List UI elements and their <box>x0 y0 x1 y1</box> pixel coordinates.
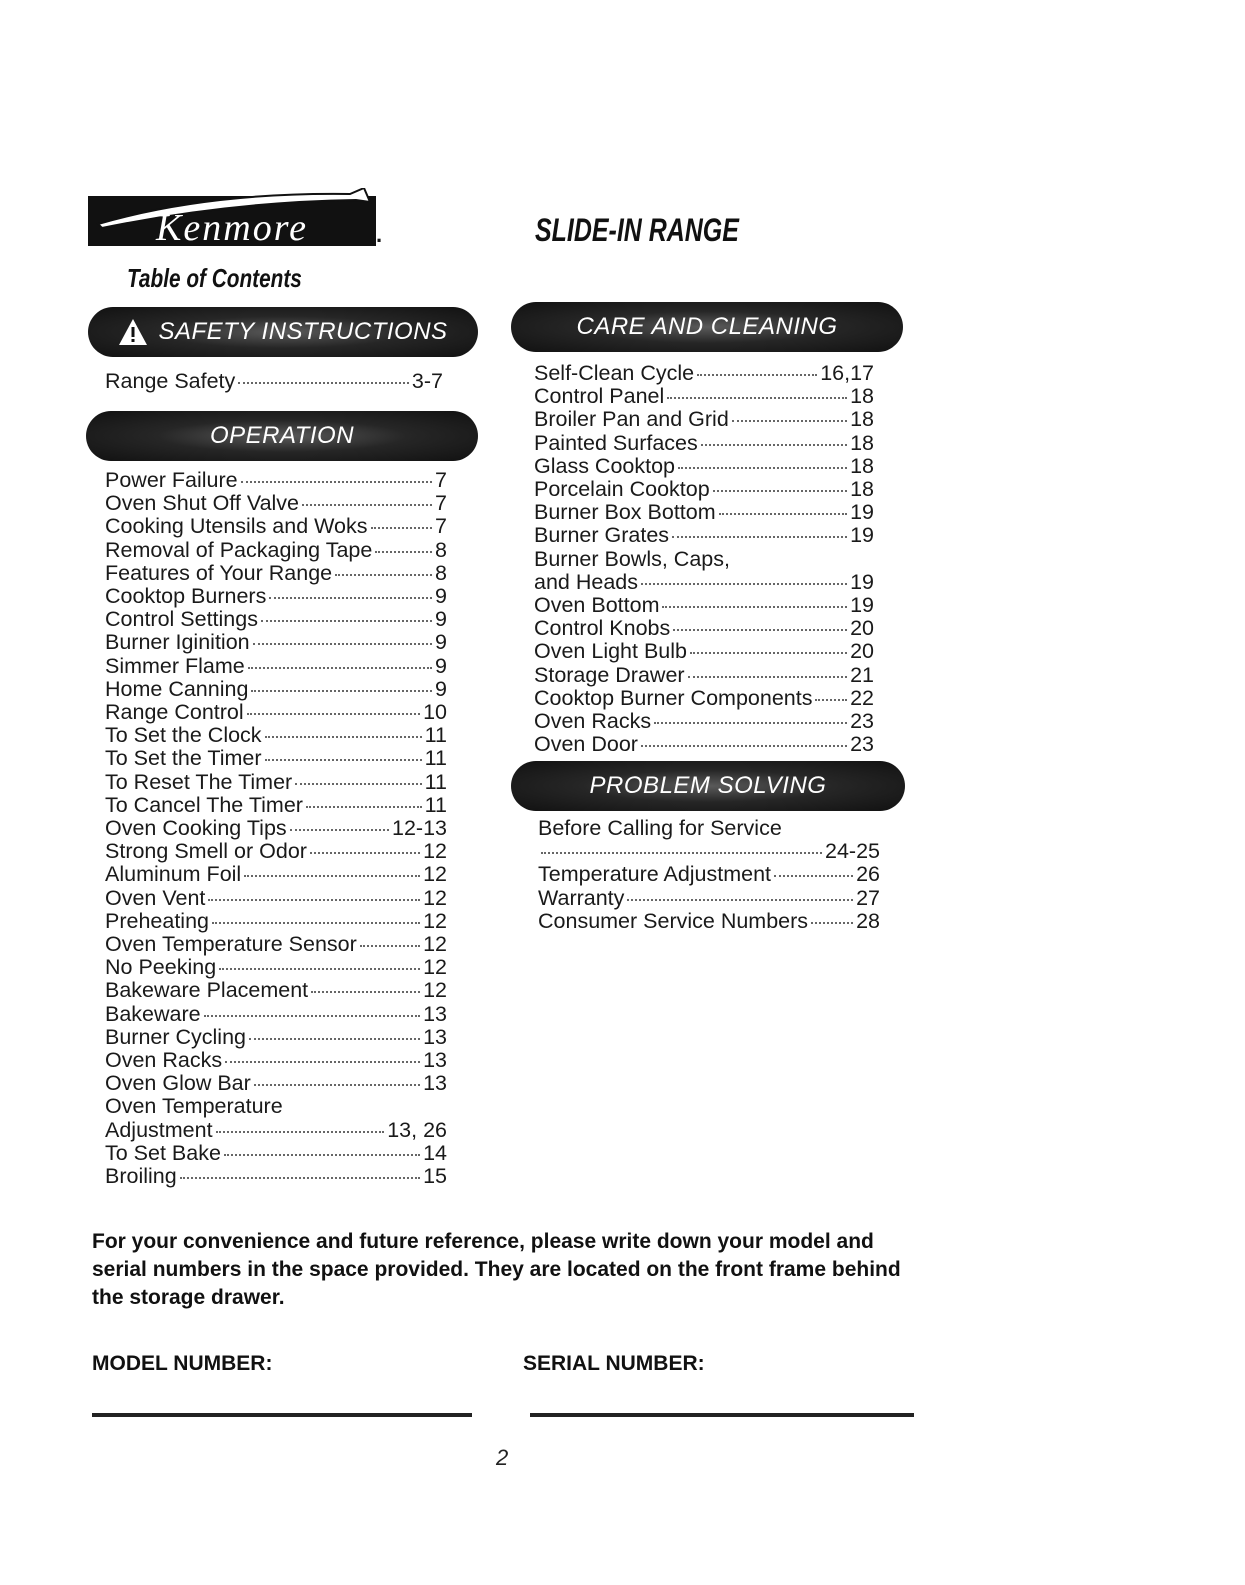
toc-entry-title: Removal of Packaging Tape <box>105 537 373 562</box>
toc-leader-dots <box>673 629 847 631</box>
toc-entry-title: Oven Door <box>534 732 638 757</box>
toc-entry-page: 12 <box>423 932 447 957</box>
toc-leader-dots <box>225 1061 420 1063</box>
page-number: 2 <box>496 1445 509 1470</box>
toc-entry-title: Temperature Adjustment <box>538 862 772 887</box>
toc-entry-page: 19 <box>850 523 874 548</box>
toc-entry-title: Consumer Service Numbers <box>538 908 809 933</box>
toc-entry <box>105 910 447 933</box>
toc-entry <box>534 571 874 594</box>
toc-entry-title: Before Calling for Service <box>538 816 782 840</box>
toc-leader-dots <box>241 481 432 483</box>
toc-leader-dots <box>311 991 420 993</box>
toc-leader-dots <box>360 945 420 947</box>
toc-entry-title: To Set the Clock <box>105 723 262 748</box>
serial-number-label: SERIAL NUMBER: <box>523 1352 705 1375</box>
toc-entry <box>534 501 874 524</box>
toc-entry-title: Cooking Utensils and Woks <box>105 514 368 539</box>
toc-leader-dots <box>641 583 847 585</box>
toc-entry-title: Features of Your Range <box>105 560 333 585</box>
toc-entry-title: Painted Surfaces <box>534 430 698 455</box>
toc-entry-title: To Set Bake <box>105 1140 221 1165</box>
toc-entry-title: Burner Iginition <box>105 630 250 655</box>
toc-leader-dots <box>247 713 420 715</box>
toc-entry-title: Oven Light Bulb <box>534 639 687 664</box>
toc-entry-title: Oven Bottom <box>534 593 660 618</box>
toc-entry-title: Aluminum Foil <box>105 862 242 887</box>
toc-entry <box>538 863 880 886</box>
toc-entry <box>105 370 443 393</box>
toc-leader-dots <box>204 1015 420 1017</box>
toc-entry <box>105 608 447 631</box>
toc-entry-page: 11 <box>424 746 447 771</box>
footnote: For your convenience and future reference, please write down your model and serial numbers in the space provided. They are located on the front frame behind the storage drawer. <box>92 1230 901 1309</box>
toc-leader-dots <box>697 374 817 376</box>
toc-entry-page: 20 <box>850 616 874 641</box>
toc-entry-page: 13, 26 <box>387 1117 447 1142</box>
toc-entry-page: 28 <box>856 908 880 933</box>
problem-toc <box>538 817 880 933</box>
toc-entry-title: Power Failure <box>105 468 238 492</box>
toc-entry-page: 18 <box>850 430 874 455</box>
toc-entry-title: Warranty <box>538 885 625 910</box>
toc-entry-title: Burner Bowls, Caps, <box>534 546 730 571</box>
toc-entry-title: Range Control <box>105 700 244 725</box>
toc-entry-page: 15 <box>423 1164 447 1189</box>
toc-leader-dots <box>335 574 432 576</box>
toc-entry-title: Oven Glow Bar <box>105 1071 251 1096</box>
toc-entry <box>105 1026 447 1049</box>
toc-entry-title: Bakeware Placement <box>105 978 309 1003</box>
toc-entry <box>105 724 447 747</box>
toc-entry-page: 12 <box>423 978 447 1003</box>
toc-entry <box>105 817 447 840</box>
toc-entry-title: Oven Temperature <box>105 1094 283 1119</box>
toc-entry-page: 26 <box>856 862 880 887</box>
toc-entry-page: 24-25 <box>825 839 880 864</box>
model-number-label: MODEL NUMBER: <box>92 1352 273 1375</box>
toc-leader-dots <box>180 1177 420 1179</box>
toc-entry <box>105 1049 447 1072</box>
toc-entry-page: 23 <box>850 732 874 757</box>
toc-entry <box>534 687 874 710</box>
toc-entry <box>105 747 447 770</box>
toc-leader-dots <box>541 852 822 854</box>
toc-leader-dots <box>815 699 847 701</box>
toc-entry-page: 11 <box>424 792 447 817</box>
toc-entry-title: Cooktop Burner Components <box>534 685 813 710</box>
toc-entry-title: Burner Grates <box>534 523 670 548</box>
kenmore-logo <box>88 188 376 246</box>
toc-entry-title: Adjustment <box>105 1117 213 1142</box>
toc-entry <box>534 408 874 431</box>
toc-entry-title: Storage Drawer <box>534 662 685 687</box>
toc-entry-title: Glass Cooktop <box>534 453 676 478</box>
toc-entry <box>105 887 447 910</box>
logo-text: Kenmore <box>156 207 308 246</box>
toc-entry-page: 13 <box>423 1024 447 1049</box>
toc-entry-page: 7 <box>435 514 447 539</box>
toc-entry-page: 8 <box>435 537 447 562</box>
toc-entry <box>105 469 447 492</box>
toc-entry <box>105 956 447 979</box>
document-title: SLIDE-IN RANGE <box>535 212 739 248</box>
toc-leader-dots <box>261 620 432 622</box>
toc-entry-title: Control Panel <box>534 384 665 409</box>
toc-entry-page: 10 <box>423 700 447 725</box>
toc-leader-dots <box>662 606 847 608</box>
toc-entry-page: 9 <box>435 676 447 701</box>
toc-leader-dots <box>244 875 420 877</box>
toc-entry-title: Broiler Pan and Grid <box>534 407 729 432</box>
toc-leader-dots <box>774 875 853 877</box>
toc-entry-page: 12 <box>423 839 447 864</box>
toc-leader-dots <box>248 667 432 669</box>
toc-entry-page: 9 <box>435 630 447 655</box>
toc-entry <box>534 478 874 501</box>
toc-leader-dots <box>701 444 847 446</box>
toc-leader-dots <box>375 551 432 553</box>
toc-entry <box>105 863 447 886</box>
toc-entry <box>534 548 874 571</box>
toc-entry <box>105 1072 447 1095</box>
toc-entry-page: 13 <box>423 1001 447 1026</box>
toc-entry <box>105 1119 447 1142</box>
toc-entry-title: Cooktop Burners <box>105 584 267 609</box>
toc-entry <box>534 664 874 687</box>
toc-leader-dots <box>265 759 422 761</box>
toc-entry-page: 14 <box>423 1140 447 1165</box>
toc-entry-page: 3-7 <box>411 369 443 393</box>
toc-entry <box>105 492 447 515</box>
toc-leader-dots <box>627 899 853 901</box>
toc-entry-page: 12 <box>423 908 447 933</box>
care-toc <box>534 362 874 756</box>
toc-leader-dots <box>224 1154 420 1156</box>
toc-entry-title: Control Knobs <box>534 616 671 641</box>
toc-entry-title: To Reset The Timer <box>105 769 293 794</box>
toc-entry-title: Burner Box Bottom <box>534 500 716 525</box>
toc-leader-dots <box>212 922 420 924</box>
toc-entry-title: No Peeking <box>105 955 217 980</box>
model-number-line[interactable] <box>92 1413 472 1417</box>
toc-entry-page: 18 <box>850 453 874 478</box>
toc-entry-page: 21 <box>850 662 874 687</box>
toc-entry-page: 12 <box>423 885 447 910</box>
toc-entry-title: Range Safety <box>105 369 236 393</box>
toc-leader-dots <box>641 745 847 747</box>
toc-entry <box>538 840 880 863</box>
toc-entry <box>105 794 447 817</box>
toc-entry-page: 11 <box>424 769 447 794</box>
toc-leader-dots <box>713 490 847 492</box>
toc-entry-page: 13 <box>423 1048 447 1073</box>
toc-entry-page: 19 <box>850 500 874 525</box>
toc-entry-page: 18 <box>850 477 874 502</box>
toc-entry <box>105 539 447 562</box>
toc-leader-dots <box>678 467 847 469</box>
toc-entry <box>105 1142 447 1165</box>
toc-entry <box>105 1165 447 1188</box>
toc-entry-page: 22 <box>850 685 874 710</box>
operation-banner <box>86 411 478 461</box>
toc-entry <box>105 631 447 654</box>
toc-entry-page: 7 <box>435 491 447 516</box>
toc-leader-dots <box>310 852 420 854</box>
toc-leader-dots <box>306 806 422 808</box>
toc-entry <box>538 817 880 840</box>
toc-entry <box>105 701 447 724</box>
toc-entry <box>105 1003 447 1026</box>
toc-entry-page: 8 <box>435 560 447 585</box>
toc-entry-page: 9 <box>435 584 447 609</box>
toc-entry <box>534 385 874 408</box>
toc-entry-page: 18 <box>850 384 874 409</box>
toc-entry-page: 27 <box>856 885 880 910</box>
toc-title: Table of Contents <box>127 263 302 293</box>
toc-entry-page: 20 <box>850 639 874 664</box>
problem-banner <box>511 761 905 811</box>
toc-leader-dots <box>719 513 847 515</box>
toc-entry-page: 9 <box>435 653 447 678</box>
toc-entry-title: Simmer Flame <box>105 653 245 678</box>
toc-entry <box>534 524 874 547</box>
care-heading: CARE AND CLEANING <box>576 313 838 340</box>
toc-leader-dots <box>302 504 432 506</box>
operation-heading: OPERATION <box>209 422 355 449</box>
toc-entry-page: 18 <box>850 407 874 432</box>
toc-entry <box>534 432 874 455</box>
toc-entry <box>534 710 874 733</box>
toc-entry-title: Bakeware <box>105 1001 201 1026</box>
toc-entry-title: Self-Clean Cycle <box>534 361 695 385</box>
toc-entry-title: Oven Shut Off Valve <box>105 491 300 516</box>
toc-entry-page: 19 <box>850 593 874 618</box>
toc-entry-title: and Heads <box>534 569 638 594</box>
toc-entry-page: 12 <box>423 862 447 887</box>
toc-entry <box>105 585 447 608</box>
toc-leader-dots <box>690 652 847 654</box>
toc-leader-dots <box>265 736 422 738</box>
safety-heading: SAFETY INSTRUCTIONS <box>158 318 448 345</box>
toc-entry-title: Broiling <box>105 1164 177 1189</box>
toc-entry <box>105 840 447 863</box>
toc-entry-page: 16,17 <box>820 361 874 385</box>
toc-leader-dots <box>667 397 847 399</box>
toc-entry-title: Preheating <box>105 908 209 933</box>
logo-dot: . <box>376 222 383 247</box>
serial-number-line[interactable] <box>530 1413 914 1417</box>
toc-leader-dots <box>219 968 420 970</box>
warning-triangle-icon <box>118 318 148 346</box>
toc-entry <box>534 362 874 385</box>
toc-leader-dots <box>269 597 432 599</box>
toc-entry-page: 13 <box>423 1071 447 1096</box>
toc-entry <box>538 910 880 933</box>
toc-entry-title: Home Canning <box>105 676 249 701</box>
toc-leader-dots <box>811 922 853 924</box>
toc-entry-page: 12 <box>423 955 447 980</box>
toc-leader-dots <box>654 722 847 724</box>
toc-entry-page: 19 <box>850 569 874 594</box>
toc-entry-title: Oven Racks <box>105 1048 223 1073</box>
toc-entry-title: Control Settings <box>105 607 258 632</box>
toc-entry <box>105 771 447 794</box>
toc-entry <box>538 887 880 910</box>
toc-entry <box>105 655 447 678</box>
toc-leader-dots <box>216 1131 385 1133</box>
toc-entry <box>534 455 874 478</box>
toc-leader-dots <box>295 783 421 785</box>
toc-leader-dots <box>732 420 847 422</box>
toc-entry-page: 7 <box>435 468 447 492</box>
toc-leader-dots <box>688 676 848 678</box>
toc-entry-title: Oven Racks <box>534 709 652 734</box>
toc-entry <box>534 733 874 756</box>
toc-leader-dots <box>290 829 389 831</box>
toc-leader-dots <box>371 527 433 529</box>
toc-entry-page: 9 <box>435 607 447 632</box>
toc-entry-title: Strong Smell or Odor <box>105 839 307 864</box>
toc-entry <box>105 933 447 956</box>
toc-leader-dots <box>672 536 847 538</box>
toc-entry <box>105 515 447 538</box>
toc-entry-page: 23 <box>850 709 874 734</box>
toc-leader-dots <box>208 899 420 901</box>
toc-entry-page: 12-13 <box>392 816 447 841</box>
safety-toc <box>105 370 443 393</box>
toc-entry <box>105 562 447 585</box>
toc-leader-dots <box>238 382 409 384</box>
toc-entry <box>534 640 874 663</box>
problem-heading: PROBLEM SOLVING <box>589 772 827 799</box>
toc-entry <box>105 678 447 701</box>
operation-toc <box>105 469 447 1188</box>
toc-entry-title: Oven Temperature Sensor <box>105 932 357 957</box>
toc-entry-title: Oven Cooking Tips <box>105 816 287 841</box>
toc-entry-title: Oven Vent <box>105 885 206 910</box>
toc-entry-page: 11 <box>424 723 447 748</box>
toc-leader-dots <box>254 1084 420 1086</box>
toc-entry <box>534 617 874 640</box>
toc-entry <box>105 1095 447 1118</box>
toc-leader-dots <box>253 643 432 645</box>
safety-banner <box>88 307 478 357</box>
care-banner <box>511 302 903 352</box>
toc-leader-dots <box>251 690 432 692</box>
toc-entry-title: Burner Cycling <box>105 1024 246 1049</box>
toc-entry <box>534 594 874 617</box>
toc-entry-title: To Set the Timer <box>105 746 262 771</box>
toc-leader-dots <box>249 1038 420 1040</box>
toc-entry-title: Porcelain Cooktop <box>534 477 710 502</box>
toc-entry-title: To Cancel The Timer <box>105 792 303 817</box>
toc-entry <box>105 979 447 1002</box>
